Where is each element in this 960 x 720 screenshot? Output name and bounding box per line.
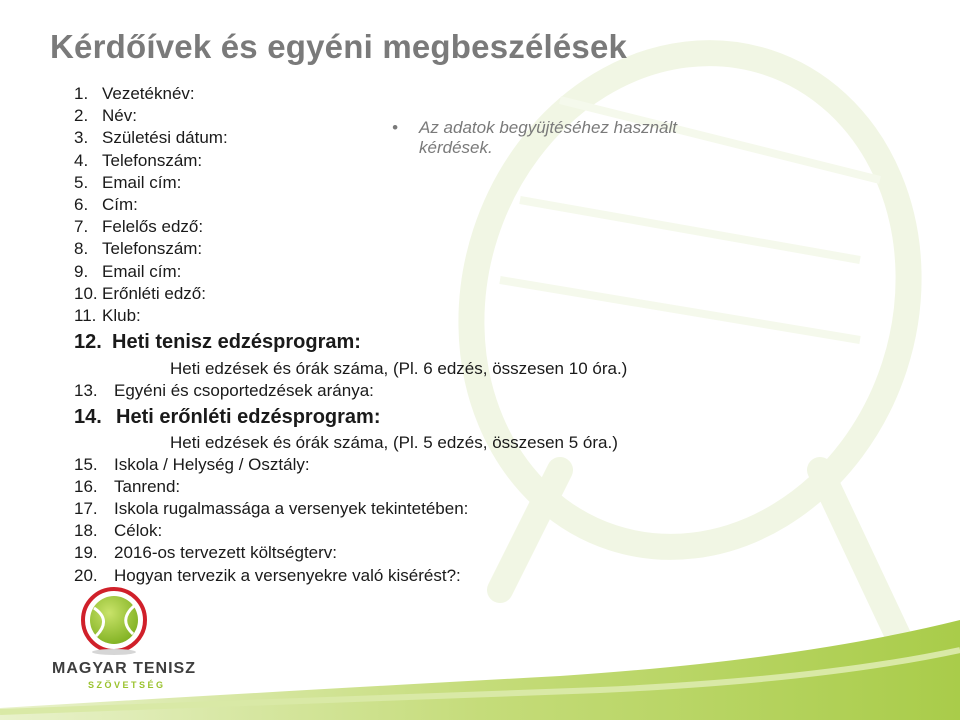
list-item: 11. Klub: [74,306,141,325]
list-item: 4. Telefonszám: [74,151,203,170]
list-item: 1. Vezetéknév: [74,84,195,103]
list-item: 7. Felelős edző: [74,217,204,236]
list-item: 13. Egyéni és csoportedzések aránya: [74,381,374,400]
list-item-subtext: Heti edzések és órák száma, (Pl. 6 edzés, összesen 10 óra.) [170,359,628,378]
brand-name: MAGYAR TENISZ [52,660,196,677]
list-item-heading: 14. Heti erőnléti edzésprogram: [74,406,381,428]
side-note-text: Az adatok begyüjtéséhez használt kérdések. [419,118,678,157]
page-title: Kérdőívek és egyéni megbeszélések [50,28,628,65]
list-item: 10. Erőnléti edző: [74,284,206,303]
list-item: 19. 2016-os tervezett költségterv: [74,543,338,562]
racket-watermark-icon [408,0,960,640]
list-item: 20. Hogyan tervezik a versenyekre való kisérést?: [74,566,461,585]
list-item-heading: 12. Heti tenisz edzésprogram: [74,331,361,353]
list-item: 5. Email cím: [74,173,182,192]
brand-subtitle: SZÖVETSÉG [88,680,166,690]
list-item: 8. Telefonszám: [74,239,203,258]
list-item: 3. Születési dátum: [74,128,228,147]
list-item: 15. Iskola / Helység / Osztály: [74,455,310,474]
list-item-subtext: Heti edzések és órák száma, (Pl. 5 edzés, összesen 5 óra.) [170,433,618,452]
list-item: 18. Célok: [74,521,163,540]
list-item: 16. Tanrend: [74,477,181,496]
list-item: 9. Email cím: [74,262,182,281]
list-item: 17. Iskola rugalmassága a versenyek tekintetében: [74,499,469,518]
list-item: 2. Név: [74,106,137,125]
list-item: 6. Cím: [74,195,138,214]
bullet-icon: • [392,118,398,137]
